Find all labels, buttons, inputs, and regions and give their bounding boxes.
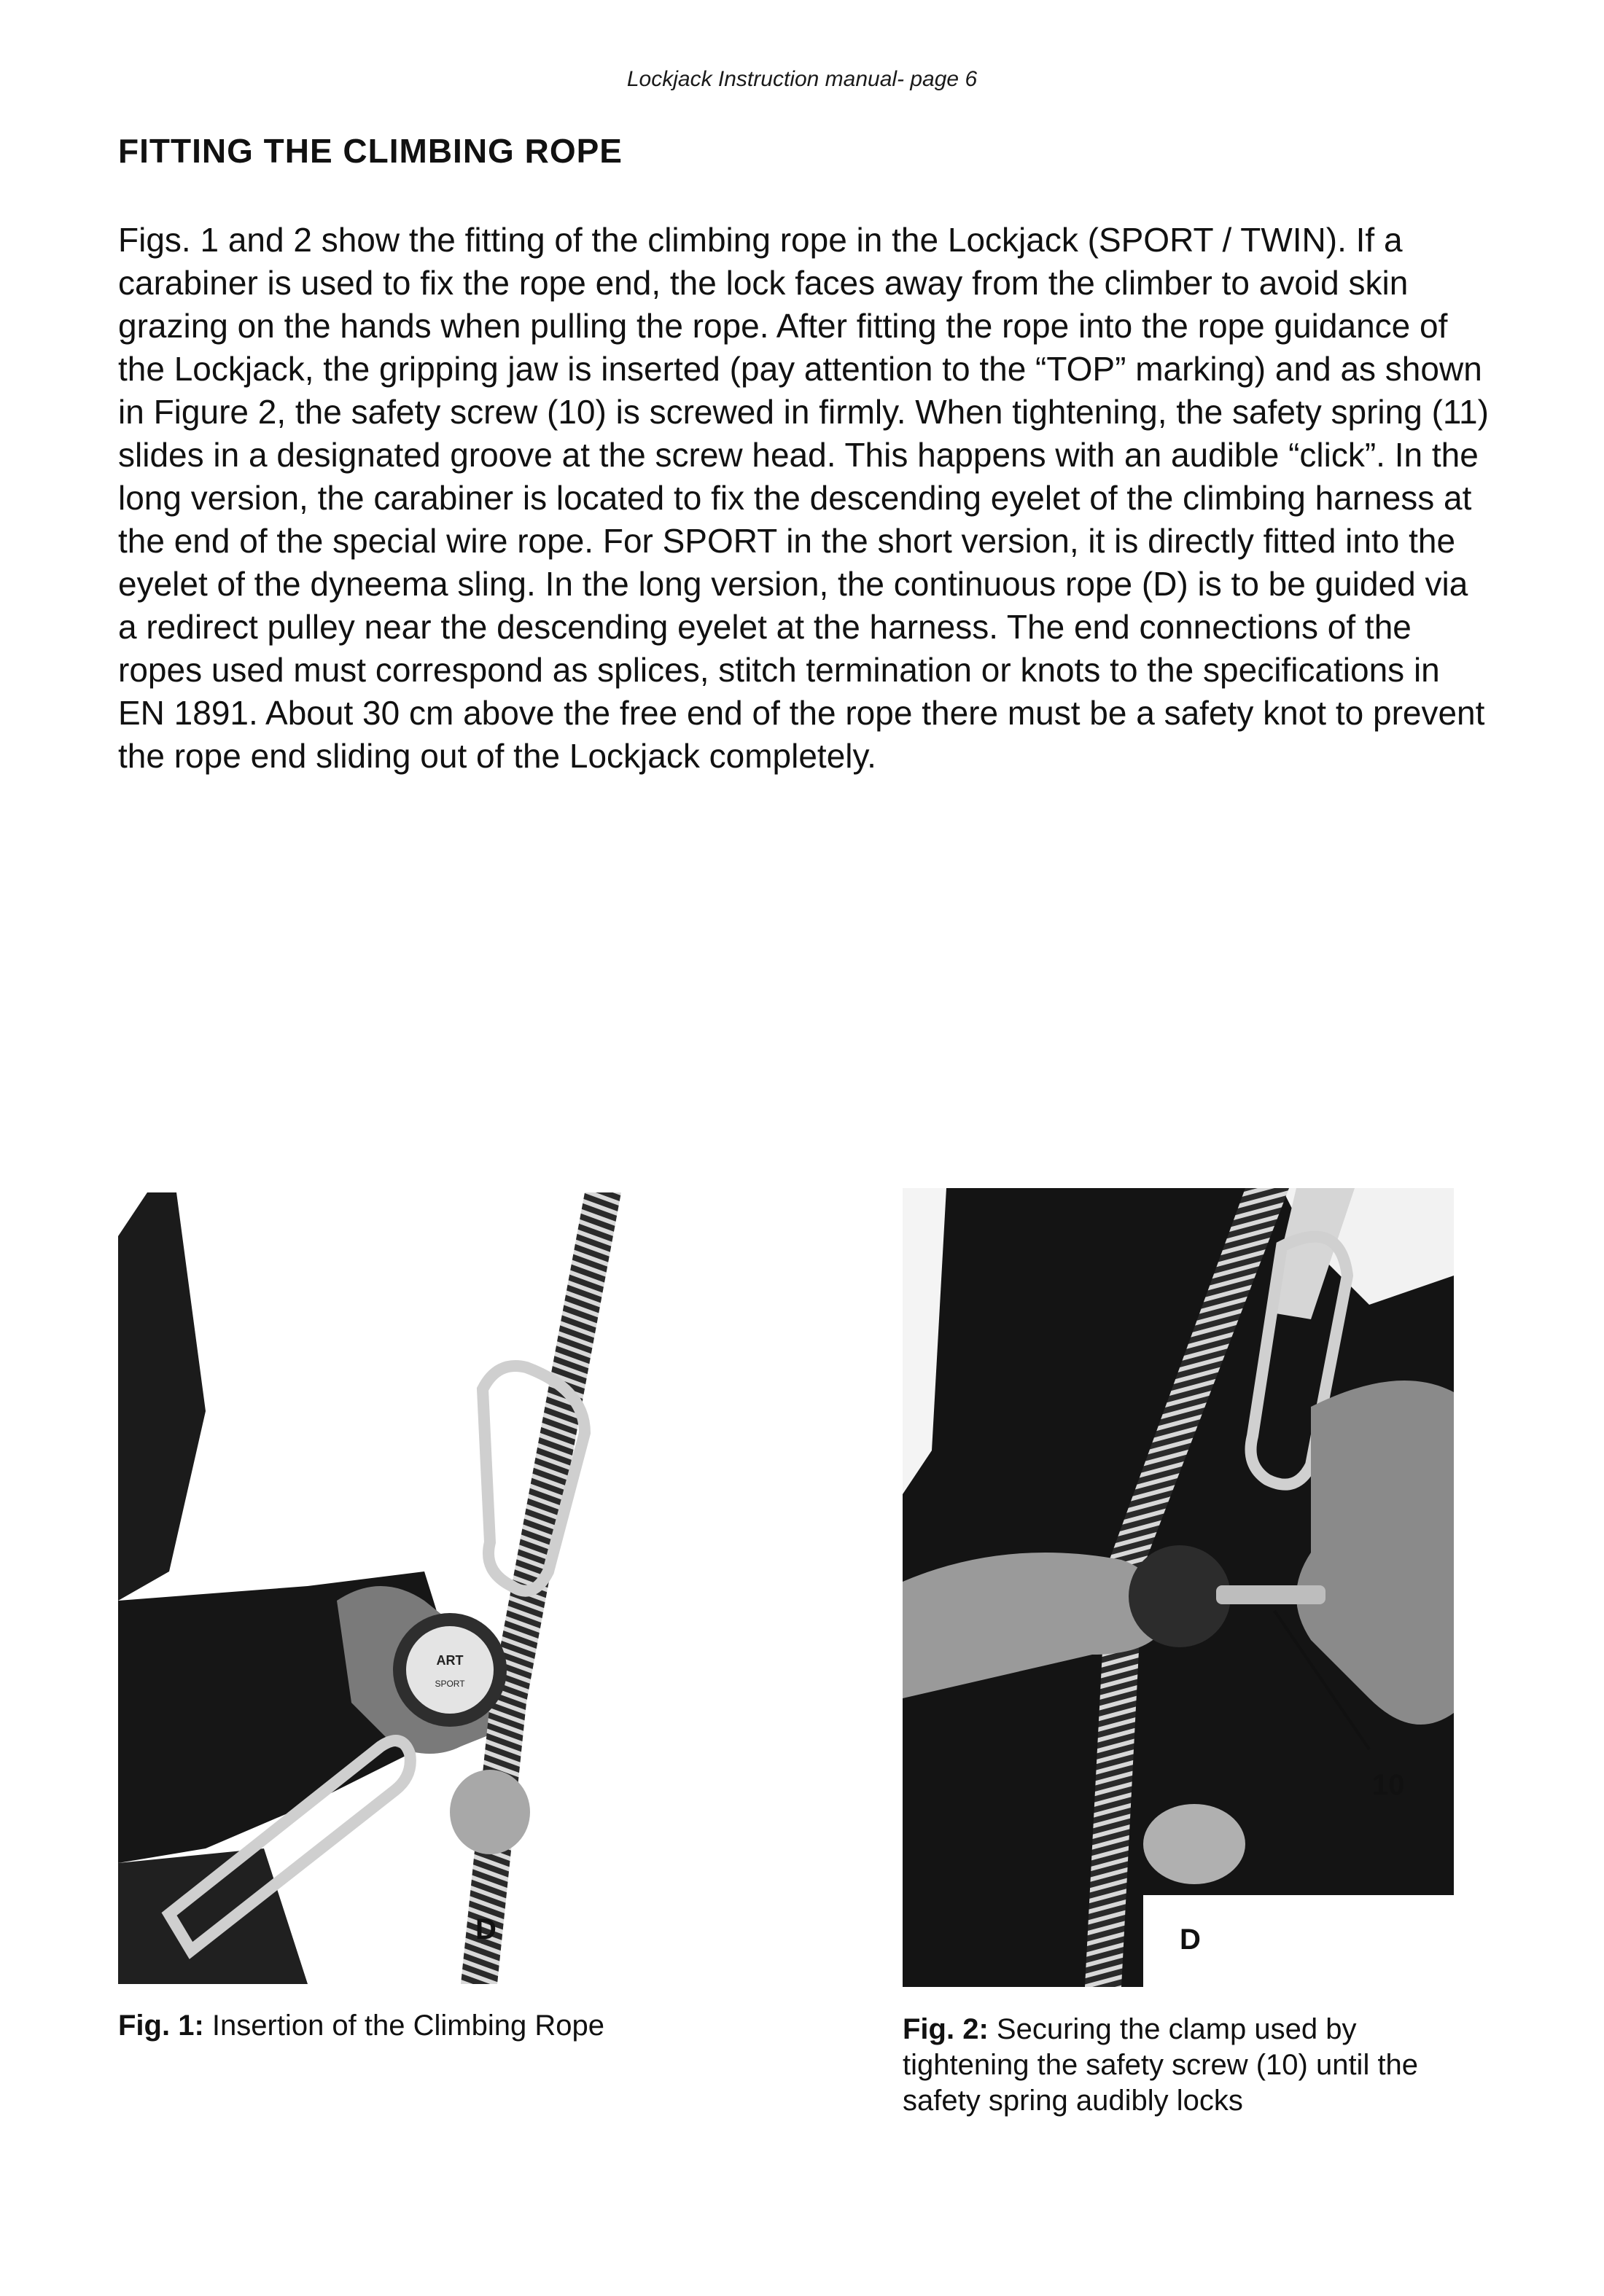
figure-2-label-d: D	[1180, 1924, 1201, 1956]
section-title: FITTING THE CLIMBING ROPE	[118, 132, 623, 170]
page-header: Lockjack Instruction manual- page 6	[626, 67, 978, 91]
safety-screw	[1216, 1585, 1325, 1604]
figure-1-photo	[118, 1192, 647, 1984]
figure-2-caption-text: Securing the clamp used by tightening the safety screw (10) until the safety spring audibly locks	[903, 2013, 1419, 2117]
figure-2-photo	[903, 1188, 1454, 1987]
figure-2-number: Fig. 2:	[903, 2013, 989, 2045]
device-model: SPORT	[435, 1679, 465, 1689]
figure-1-illustration	[118, 1192, 647, 1984]
figure-2-illustration	[903, 1188, 1454, 1987]
callout-number-10: 10	[1372, 1769, 1405, 1801]
figure-1-label-d: D	[475, 1913, 497, 1945]
figure-1-number: Fig. 1:	[118, 2010, 204, 2042]
lockjack-dial	[406, 1626, 494, 1714]
lockjack-device	[1129, 1545, 1231, 1647]
body-paragraph: Figs. 1 and 2 show the fitting of the climbing rope in the Lockjack (SPORT / TWIN). If a carabiner is used to fix the rope end, the lock faces away from the climber to avoid skin grazing on the hands when pulling the rope. After fitting the rope into the rope guidance of the Lockjack, the gripping jaw is inserted (pay attention to the “TOP” marking) and as shown in Figure 2, the safety screw (10) is screwed in firmly. When tightening, the safety spring (11) slides in a designated groove at the screw head. This happens with an audible “click”. In the long version, the carabiner is located to fix the descending eyelet of the climbing harness at the end of the special wire rope. For SPORT in the short version, it is directly fitted into the eyelet of the dyneema sling. In the long version, the continuous rope (D) is to be guided via a redirect pulley near the descending eyelet at the harness. The end connections of the ropes used must correspond as splices, stitch termination or knots to the specifications in EN 1891. About 30 cm above the free end of the rope there must be a safety knot to prevent the rope end sliding out of the Lockjack completely.	[118, 221, 1489, 775]
device-brand: ART	[436, 1653, 464, 1668]
figure-2-caption	[903, 2012, 1471, 2119]
figure-1-caption-text: Insertion of the Climbing Rope	[203, 2010, 604, 2042]
rope-knot	[1143, 1804, 1245, 1884]
figure-1-caption	[118, 2008, 672, 2044]
rope-knot	[450, 1770, 530, 1854]
